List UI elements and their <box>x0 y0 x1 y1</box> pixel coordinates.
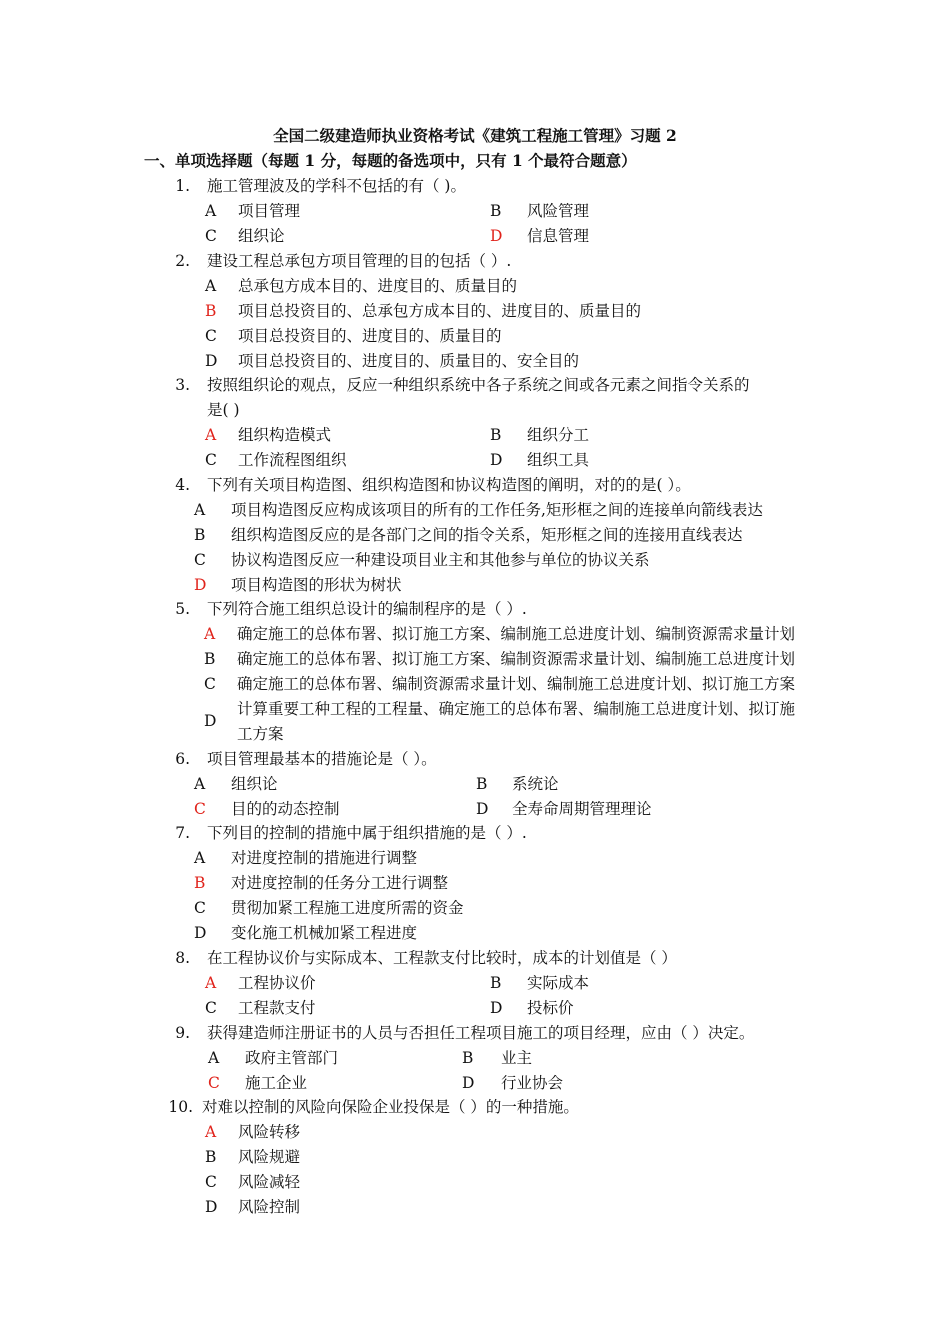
option-letter: B <box>490 426 502 444</box>
question-text: 按照组织论的观点，反应一种组织系统中各子系统之间或各元素之间指令关系的 <box>207 376 750 394</box>
option-letter: C <box>205 451 217 469</box>
question-number: 8. <box>175 949 190 967</box>
question-number: 9. <box>175 1024 190 1042</box>
option-text: 组织论 <box>238 227 285 245</box>
option-text: 项目构造图反应构成该项目的所有的工作任务,矩形框之间的连接单向箭线表达 <box>231 501 763 519</box>
option-letter: D <box>194 576 207 594</box>
option-text: 工程协议价 <box>238 974 316 992</box>
question-text: 施工管理波及的学科不包括的有（ )。 <box>207 177 466 195</box>
option-letter: B <box>205 302 217 320</box>
option-letter: B <box>194 874 206 892</box>
option-text: 投标价 <box>527 999 574 1017</box>
option-letter: C <box>205 227 217 245</box>
option-letter: D <box>462 1074 475 1092</box>
option-text: 贯彻加紧工程施工进度所需的资金 <box>231 899 464 917</box>
question-text: 下列有关项目构造图、组织构造图和协议构造图的阐明，对的的是( ）。 <box>207 476 691 494</box>
option-text: 组织构造模式 <box>238 426 332 444</box>
option-letter: A <box>208 1049 220 1067</box>
question-text: 对难以控制的风险向保险企业投保是（ ）的一种措施。 <box>202 1098 579 1116</box>
option-text: 业主 <box>501 1049 533 1067</box>
question-number: 3. <box>175 376 190 394</box>
option-letter: A <box>194 501 206 519</box>
option-text: 组织构造图反应的是各部门之间的指令关系，矩形框之间的连接用直线表达 <box>231 526 743 544</box>
option-letter: A <box>194 849 206 867</box>
question-text: 项目管理最基本的措施论是（ ）。 <box>207 750 437 768</box>
option-letter: A <box>204 625 216 643</box>
option-letter: B <box>490 202 502 220</box>
option-text: 确定施工的总体布署、编制资源需求量计划、编制施工总进度计划、拟订施工方案 <box>237 675 796 693</box>
option-text: 风险管理 <box>527 202 590 220</box>
option-text: 协议构造图反应一种建设项目业主和其他参与单位的协议关系 <box>231 551 650 569</box>
question-number: 7. <box>175 824 190 842</box>
option-letter: B <box>205 1148 217 1166</box>
option-letter: A <box>194 775 206 793</box>
option-text: 信息管理 <box>527 227 590 245</box>
option-letter: A <box>205 1123 217 1141</box>
option-letter: C <box>194 800 206 818</box>
option-letter: B <box>476 775 488 793</box>
option-text: 全寿命周期管理理论 <box>512 800 652 818</box>
option-letter: D <box>205 1198 218 1216</box>
option-letter: D <box>205 352 218 370</box>
option-letter: C <box>205 1173 217 1191</box>
option-letter: B <box>490 974 502 992</box>
option-text: 对进度控制的任务分工进行调整 <box>231 874 449 892</box>
option-letter: C <box>194 899 206 917</box>
option-text: 风险控制 <box>238 1198 301 1216</box>
option-text: 政府主管部门 <box>245 1049 339 1067</box>
option-text: 组织工具 <box>527 451 590 469</box>
option-text: 确定施工的总体布署、拟订施工方案、编制资源需求量计划、编制施工总进度计划 <box>237 650 796 668</box>
option-text: 施工企业 <box>245 1074 308 1092</box>
option-text: 目的的动态控制 <box>231 800 340 818</box>
option-text: 项目总投资目的、进度目的、质量目的 <box>238 327 502 345</box>
option-letter: D <box>490 451 503 469</box>
option-text: 对进度控制的措施进行调整 <box>231 849 418 867</box>
option-text: 风险规避 <box>238 1148 301 1166</box>
question-number: 2. <box>175 252 190 270</box>
option-letter: B <box>462 1049 474 1067</box>
option-text-continued: 工方案 <box>237 725 284 743</box>
question-number: 1. <box>175 177 190 195</box>
option-text: 实际成本 <box>527 974 590 992</box>
option-text: 风险减轻 <box>238 1173 301 1191</box>
question-number: 4. <box>175 476 190 494</box>
document-title: 全国二级建造师执业资格考试《建筑工程施工管理》习题 2 <box>273 126 677 145</box>
option-letter: C <box>205 999 217 1017</box>
section-heading: 一、单项选择题（每题 1 分，每题的备选项中，只有 1 个最符合题意） <box>144 151 637 170</box>
option-letter: C <box>205 327 217 345</box>
option-text: 项目管理 <box>238 202 301 220</box>
option-text: 变化施工机械加紧工程进度 <box>231 924 418 942</box>
option-letter: D <box>490 227 503 245</box>
option-text: 工程款支付 <box>238 999 316 1017</box>
question-number: 5. <box>175 600 190 618</box>
option-text: 项目构造图的形状为树状 <box>231 576 402 594</box>
question-text: 建设工程总承包方项目管理的目的包括（ ）. <box>207 252 512 270</box>
option-text: 项目总投资目的、总承包方成本目的、进度目的、质量目的 <box>238 302 642 320</box>
option-text: 总承包方成本目的、进度目的、质量目的 <box>238 277 518 295</box>
option-letter: A <box>205 974 217 992</box>
option-letter: D <box>476 800 489 818</box>
option-letter: B <box>204 650 216 668</box>
option-letter: D <box>194 924 207 942</box>
option-letter: A <box>205 202 217 220</box>
option-text: 行业协会 <box>501 1074 564 1092</box>
option-text: 计算重要工种工程的工程量、确定施工的总体布署、编制施工总进度计划、拟订施 <box>237 700 796 718</box>
option-letter: A <box>205 426 217 444</box>
question-text: 在工程协议价与实际成本、工程款支付比较时，成本的计划值是（ ） <box>207 949 677 967</box>
question-text: 获得建造师注册证书的人员与否担任工程项目施工的项目经理，应由（ ）决定。 <box>207 1024 755 1042</box>
option-letter: D <box>490 999 503 1017</box>
option-letter: C <box>194 551 206 569</box>
question-text: 下列目的控制的措施中属于组织措施的是（ ）. <box>207 824 527 842</box>
question-text-continued: 是( ) <box>207 401 240 419</box>
option-text: 风险转移 <box>238 1123 301 1141</box>
question-number: 10. <box>168 1098 193 1116</box>
option-text: 项目总投资目的、进度目的、质量目的、安全目的 <box>238 352 580 370</box>
option-text: 组织论 <box>231 775 278 793</box>
question-text: 下列符合施工组织总设计的编制程序的是（ ）. <box>207 600 527 618</box>
option-text: 组织分工 <box>527 426 590 444</box>
question-number: 6. <box>175 750 190 768</box>
option-letter: D <box>204 712 217 730</box>
option-letter: A <box>205 277 217 295</box>
option-letter: C <box>204 675 216 693</box>
option-text: 系统论 <box>512 775 559 793</box>
option-letter: B <box>194 526 206 544</box>
option-letter: C <box>208 1074 220 1092</box>
option-text: 确定施工的总体布署、拟订施工方案、编制施工总进度计划、编制资源需求量计划 <box>237 625 796 643</box>
option-text: 工作流程图组织 <box>238 451 347 469</box>
